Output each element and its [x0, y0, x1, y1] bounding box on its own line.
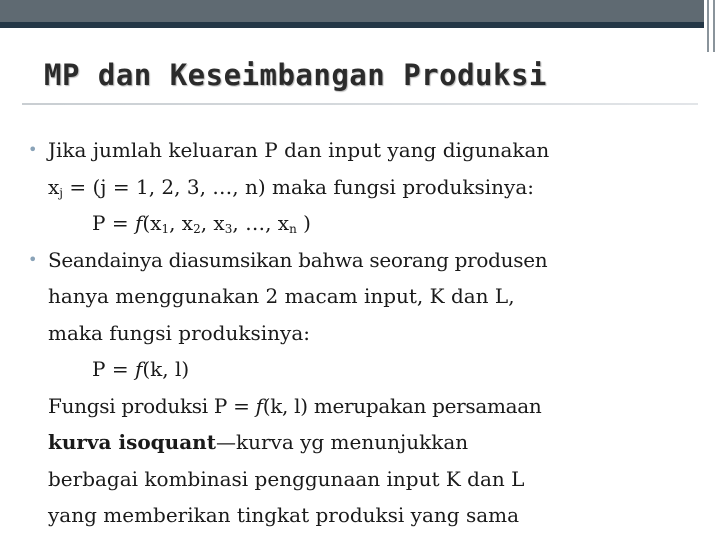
bullet-item-1-line-2: $x_j = (j = 1$, 2, 3, …, n) maka fungsi produksinya:: [48, 174, 535, 200]
paragraph-line-4: yang memberikan tingkat produksi yang sama: [48, 503, 520, 527]
title-divider: [22, 103, 698, 105]
header-bar: [0, 0, 720, 22]
header-accent-bar: [0, 22, 720, 28]
bullet-item-1-line-1: • Jika jumlah keluaran P dan input yang digunakan: [22, 132, 702, 169]
bullet-item-2-line-1: • Seandainya diasumsikan bahwa seorang produsen: [22, 242, 702, 279]
bullet-item-2-line-2: hanya menggunakan 2 macam input, K dan L,: [48, 284, 515, 308]
slide-body: [22, 132, 702, 534]
slide-title: MP dan Keseimbangan Produksi: [44, 58, 547, 92]
paragraph-line-2: kurva isoquant—kurva yg menunjukkan: [48, 430, 469, 454]
paragraph-line-3: berbagai kombinasi penggunaan input K dan L: [48, 466, 525, 491]
emphasis-term: kurva isoquant: [48, 430, 216, 454]
bullet-icon: •: [28, 249, 38, 269]
formula-2: P = f(k, l): [92, 357, 190, 381]
bullet-icon: •: [28, 140, 38, 159]
bullet-item-2-line-3: maka fungsi produksinya:: [48, 320, 310, 345]
corner-stripes: [704, 0, 720, 52]
paragraph-line-1: Fungsi produksi P = f(k, l) merupakan persamaan: [48, 393, 542, 418]
formula-1: $P = f(x_1$, $x_2$, $x_3$, …, $x_n$ ): [92, 211, 311, 236]
